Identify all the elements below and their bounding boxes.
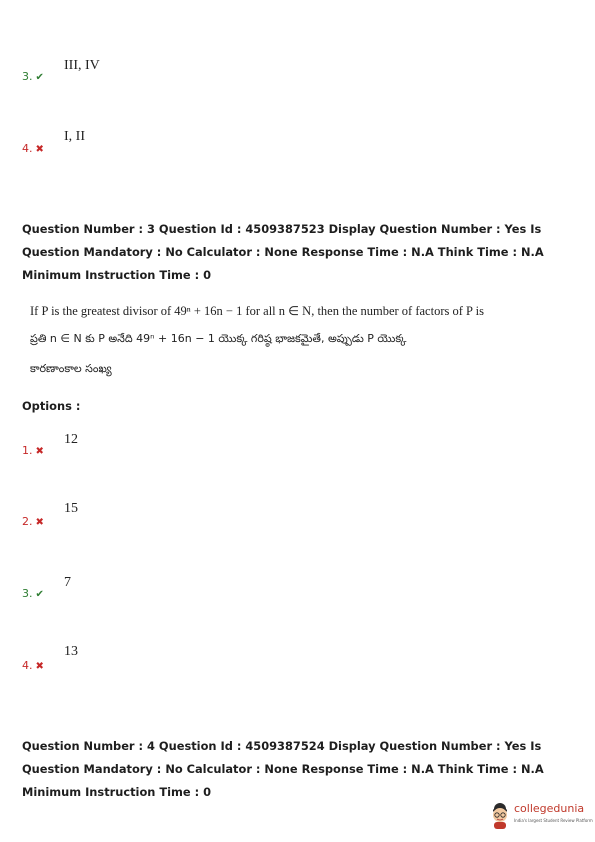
collegedunia-logo[interactable] [488,800,593,834]
logo-tagline: India's largest Student Review Platform [514,818,593,823]
question-3-header: Question Number : 3 Question Id : 4509387523 Display Question Number : Yes Is Question Mandatory : No Calculator : None Response Time : N.A Think Time : N.A Minimum Instruction Time : 0 [22,222,544,282]
option-number: 4. [22,659,33,672]
cross-icon: ✖ [35,446,44,457]
cross-icon: ✖ [35,517,44,528]
mascot-icon [488,800,512,830]
option-number: 4. [22,142,33,155]
option-value: I, II [64,129,85,144]
option-number: 3. [22,70,33,83]
question-3-text-telugu-line-2: కారణాంకాల సంఖ్య [30,362,112,375]
option-number: 3. [22,587,33,600]
check-icon: ✔ [35,72,44,83]
option-value: 13 [64,644,78,659]
option-number: 2. [22,515,33,528]
options-label: Options : [22,399,81,413]
check-icon: ✔ [35,589,44,600]
cross-icon: ✖ [35,144,44,155]
option-value: 12 [64,432,78,447]
question-4-header: Question Number : 4 Question Id : 4509387524 Display Question Number : Yes Is Question Mandatory : No Calculator : None Response Time : N.A Think Time : N.A Minimum Instruction Time : 0 [22,739,544,799]
logo-wordmark: collegedunia [514,802,585,815]
question-3-text-telugu-line-1: ప్రతి n ∈ N కు P అనేది 49ⁿ + 16n − 1 యొక్క గరిష్ఠ భాజకమైతే, అప్పుడు P యొక్క [30,332,407,345]
option-value: 15 [64,501,78,516]
option-value: III, IV [64,58,100,73]
option-number: 1. [22,444,33,457]
question-3-text-english: If P is the greatest divisor of 49ⁿ + 16n − 1 for all n ∈ N, then the number of factors of P is [30,304,484,318]
option-value: 7 [64,575,71,590]
cross-icon: ✖ [35,661,44,672]
